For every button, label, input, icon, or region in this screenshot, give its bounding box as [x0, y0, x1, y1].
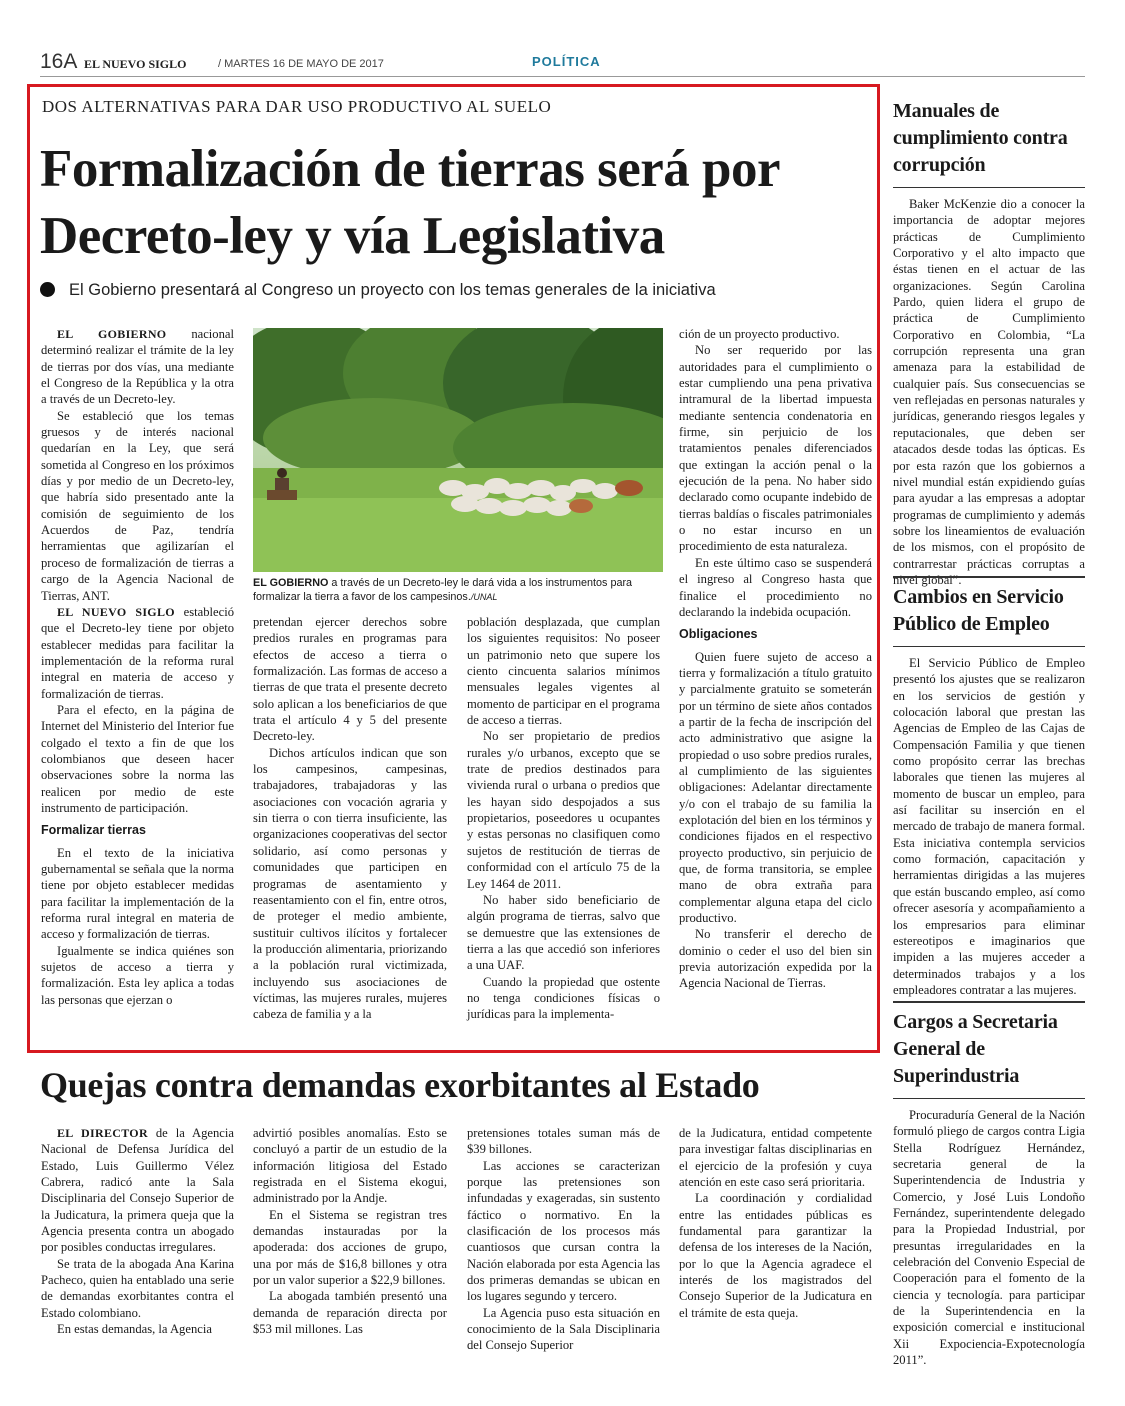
paragraph: pretendan ejercer derechos sobre predios rurales en programas para efectos de acceso a tierra o formalización. Las formas de acceso a tierras de que trata el presente decreto solo aplican a los beneficiarios de que trata el artículo 4 y 5 del presente Decreto-ley. — [253, 615, 447, 744]
photo-credit: /UNAL — [470, 592, 498, 602]
paragraph: No ser requerido por las autoridades para el cumplimiento o estar cumpliendo una pena privativa intramural de la libertad impuesta mediante sentencia condenatoria en firme, sin perjuicio de los tratamientos penales diferenciados que extingan la acción penal o la ejecución de la pena. No haber sido declarado como ocupante indebido de tierras baldías o fiscales patrimoniales o no estar incurso en un procedimiento de esta naturaleza. — [679, 343, 872, 554]
second-article-column-2 — [253, 1125, 447, 1337]
lead-words: EL NUEVO SIGLO — [57, 604, 175, 619]
newspaper-name: EL NUEVO SIGLO — [84, 57, 187, 71]
article-column-4 — [679, 326, 872, 992]
paragraph: población desplazada, que cumplan los siguientes requisitos: No poseer un patrimonio neto que supere los ciento cincuenta salarios mínimos mensuales legales vigentes al momento de participar en el programa de acceso a tierras. — [467, 615, 660, 728]
sidebar-brief-2 — [893, 584, 1085, 998]
second-article-column-3 — [467, 1125, 660, 1354]
article-column-2 — [253, 614, 447, 1023]
divider — [893, 1098, 1085, 1099]
bullet-icon — [40, 282, 55, 297]
paragraph: La abogada también presentó una demanda de reparación directa por $53 mil millones. Las — [253, 1289, 447, 1337]
sidebar-brief-3 — [893, 1009, 1085, 1369]
paragraph: En este último caso se suspenderá el ingreso al Congreso hasta que finalice el procedimiento no declarando la indebida ocupación. — [679, 555, 872, 619]
second-article-column-4 — [679, 1125, 872, 1321]
brief-title: Manuales de cumplimiento contra corrupción — [893, 100, 1068, 176]
caption-text: a través de un Decreto-ley le dará vida a los instrumentos para formalizar la tierra a favor de los campesinos. — [253, 577, 633, 603]
section-label: POLÍTICA — [532, 54, 601, 69]
paragraph: de la Agencia Nacional de Defensa Jurídica del Estado, Luis Guillermo Vélez Cabrera, radicó ante la Sala Disciplinaria del Consejo Superior de la Judicatura, la primera queja que la Agencia presenta contra un abogado por posibles conductas irregulares. — [41, 1126, 234, 1255]
second-article-headline: Quejas contra demandas exorbitantes al Estado — [40, 1065, 760, 1105]
subhead: Formalizar tierras — [41, 823, 146, 838]
photo-caption — [253, 576, 665, 604]
paragraph: estableció que el Decreto-ley tiene por objeto establecer medidas para facilitar la implementación de la reforma rural integral en materia de acceso y formalización de tierras. — [41, 604, 234, 701]
page-header — [40, 48, 1085, 77]
sidebar-brief-1 — [893, 98, 1085, 588]
lead-words: EL GOBIERNO — [57, 327, 167, 341]
page-number: 16A — [40, 50, 78, 73]
paragraph: de la Judicatura, entidad competente para investigar faltas disciplinarias en el ejercicio de la profesión y cuya atención en este caso será prioritaria. — [679, 1126, 872, 1190]
subhead: Obligaciones — [679, 627, 758, 642]
paragraph: pretensiones totales suman más de $39 billones. — [467, 1126, 660, 1157]
paragraph: La coordinación y cordialidad entre las entidades públicas es fundamental para garantizar la defensa de los intereses de la Nación, por lo que la Agencia agradece el interés de los magistrados del Consejo Superior de la Judicatura en el trámite de esta queja. — [679, 1191, 872, 1320]
paragraph: No haber sido beneficiario de algún programa de tierras, salvo que se demuestre que las extensiones de tierra a las que accedió son inferiores a una UAF. — [467, 892, 660, 973]
paragraph: No ser propietario de predios rurales y/o urbanos, excepto que se trate de predios destinados para vivienda rural o urbana o predios que les hayan sido despojados a sus propietarios, poseedores u ocupantes y estas personas no clasifiquen como sujetos de restitución de tierras de conformidad con el artículo 75 de la Ley 1464 de 2011. — [467, 729, 660, 891]
brief-body: Procuraduría General de la Nación formuló pliego de cargos contra Ligia Stella Rodríguez Hernández, secretaria general de la Superintendencia de Industria y Comercio, y José Luis Londoño Fernández, superintendente delegado para la Propiedad Industrial, por presuntas irregularidades en la celebración del Convenio Especial de Cooperación para el fomento de la ciencia y tecnología. para participar de la Superintendencia en la exposición comercial e institucional Xii Expociencia-Expotecnología 2011”. — [893, 1108, 1085, 1368]
paragraph: En el texto de la iniciativa gubernamental se señala que la norma tiene por objeto establecer medidas para facilitar la implementación de la reforma rural integral en materia de acceso y formalización de tierras. — [41, 845, 234, 942]
article-kicker: DOS ALTERNATIVAS PARA DAR USO PRODUCTIVO AL SUELO — [42, 97, 552, 116]
article-subheadline — [40, 281, 870, 300]
paragraph: Se estableció que los temas gruesos y de interés nacional quedarían en la Ley, que será sometida al Congreso en los próximos días y por medio de un Decreto-ley, que habría sido presentado ante la comisión de seguimiento de los Acuerdos de Paz, tendría herramientas que agilizarían el proceso de formalización de tierras a cargo de la Agencia Nacional de Tierras, ANT. — [41, 408, 234, 603]
paragraph: Cuando la propiedad que ostente no tenga condiciones físicas o jurídicas para la implementa- — [467, 974, 660, 1022]
paragraph: La Agencia puso esta situación en conocimiento de la Sala Disciplinaria del Consejo Superior — [467, 1305, 660, 1353]
paragraph: Para el efecto, en la página de Internet del Ministerio del Interior fue colgado el texto a fin de que los colombianos que deseen hacer observaciones sobre la norma las realicen por medio de este instrumento de participación. — [41, 702, 234, 815]
paragraph: nacional determinó realizar el trámite de la ley de tierras por dos vías, una mediante el Congreso de la República y la otra a través de un Decreto-ley. — [41, 327, 234, 407]
sidebar-divider — [893, 1001, 1085, 1003]
brief-body: Baker McKenzie dio a conocer la importancia de adoptar mejores prácticas de Cumplimiento Corporativo y el alto impacto que éstas tienen en el actuar de las organizaciones. Según Carolina Pardo, quien lidera el grupo de práctica de Cumplimiento Corporativo en Colombia, “La corrupción representa una gran amenaza para la estabilidad de cualquier país. Sus consecuencias se ven reflejadas en personas naturales y jurídicas, generando riesgos legales y reputacionales, que deben ser atacados desde todas las ópticas. Es por esta razón que los gobiernos a nivel mundial están expidiendo guías para ayudar a las empresas a adoptar programas de cumplimiento y además sobre los lineamientos de evaluación de los mismos, con el propósito de contrarrestar prácticas corruptas a nivel global”. — [893, 197, 1085, 587]
paragraph: No transferir el derecho de dominio o ceder el uso del bien sin previa autorización expedida por la Agencia Nacional de Tierras. — [679, 927, 872, 991]
paragraph: ción de un proyecto productivo. — [679, 327, 840, 341]
brief-body: El Servicio Público de Empleo presentó los ajustes que se realizaron en los servicios de gestión y colocación laboral que prestan las Agencias de Empleo de las Cajas de Compensación Familia y que tienen como propósito cerrar las brechas laborales que tienen las mujeres al momento de buscar un empleo, para así facilitar su inserción en el mercado de trabajo de manera formal. Esta iniciativa contempla servicios como formación, capacitación y herramientas dirigidas a las mujeres que están buscando empleo, así como ofrecer asesoría y acompañamiento a los empresarios para eliminar estereotipos e imaginarios que impiden a las mujeres acceder a determinados trabajos y a los empleadores contratar a las mujeres. — [893, 656, 1085, 997]
sidebar-divider — [893, 576, 1085, 578]
paragraph: Dichos artículos indican que son los campesinos, campesinas, trabajadores, trabajadoras y las asociaciones con vocación agraria y sin tierra o con tierra insuficiente, las organizaciones cooperativas del sector solidario, así como personas y comunidades que participen en programas de asentamiento y reasentamiento con el fin, entre otros, de proteger el medio ambiente, sustituir cultivos ilícitos y fortalecer la producción alimentaria, priorizando a la población rural victimizada, incluyendo sus asociaciones de víctimas, las mujeres rurales, mujeres cabeza de familia y a la — [253, 745, 447, 1022]
paragraph: Se trata de la abogada Ana Karina Pacheco, quien ha entablado una serie de demandas exorbitantes contra el Estado colombiano. — [41, 1256, 234, 1320]
subheadline-text: El Gobierno presentará al Congreso un proyecto con los temas generales de la iniciativa — [69, 281, 716, 299]
divider — [893, 187, 1085, 188]
second-article-column-1 — [41, 1125, 234, 1337]
paragraph: advirtió posibles anomalías. Esto se concluyó a partir de un estudio de la información litigiosa del Estado registrada en el Sistema ekogui, administrado por la Andje. — [253, 1126, 447, 1206]
divider — [893, 646, 1085, 647]
paragraph: Igualmente se indica quiénes son sujetos de acceso a tierra y formalización. Esta ley aplica a todas las personas que ejerzan o — [41, 943, 234, 1007]
article-column-1 — [41, 326, 234, 1008]
paragraph: Las acciones se caracterizan porque las pretensiones son infundadas y exageradas, sin sustento fáctico o normativo. En la clasificación de los procesos más cuantiosos que cursan contra la Nación elaborada por esta Agencia las dos primeras demandas se ubican en los lugares segundo y tercero. — [467, 1158, 660, 1304]
caption-lead: EL GOBIERNO — [253, 577, 329, 589]
article-photo — [253, 328, 663, 572]
article-headline: Formalización de tierras será por Decreto-ley y vía Legislativa — [40, 140, 780, 265]
paragraph: Quien fuere sujeto de acceso a tierra y formalización a título gratuito y parcialmente gratuito se someterán por un término de siete años contados a partir de la fecha de inscripción del acto administrativo que asigne la propiedad o uso sobre predios rurales, al cumplimiento de las siguientes obligaciones: Adelantar directamente y/o con el trabajo de su familia la explotación del bien en los términos y condiciones fijados en el respectivo proyecto productivo, sin perjuicio de que, de forma transitoria, se emplee mano de obra extraña para complementar alguna etapa del ciclo productivo. — [679, 649, 872, 926]
paragraph: En estas demandas, la Agencia — [57, 1322, 212, 1337]
article-column-3 — [467, 614, 660, 1023]
brief-title: Cambios en Servicio Público de Empleo — [893, 586, 1064, 635]
brief-title: Cargos a Secretaria General de Superindustria — [893, 1011, 1058, 1087]
lead-words: EL DIRECTOR — [57, 1126, 148, 1140]
pasture-cattle-image — [253, 328, 663, 572]
issue-date: / MARTES 16 DE MAYO DE 2017 — [218, 58, 384, 70]
paragraph: En el Sistema se registran tres demandas instauradas por la apoderada: dos acciones de grupo, una por más de $16,8 billones y otra por un valor superior a $22,9 billones. — [253, 1207, 447, 1288]
